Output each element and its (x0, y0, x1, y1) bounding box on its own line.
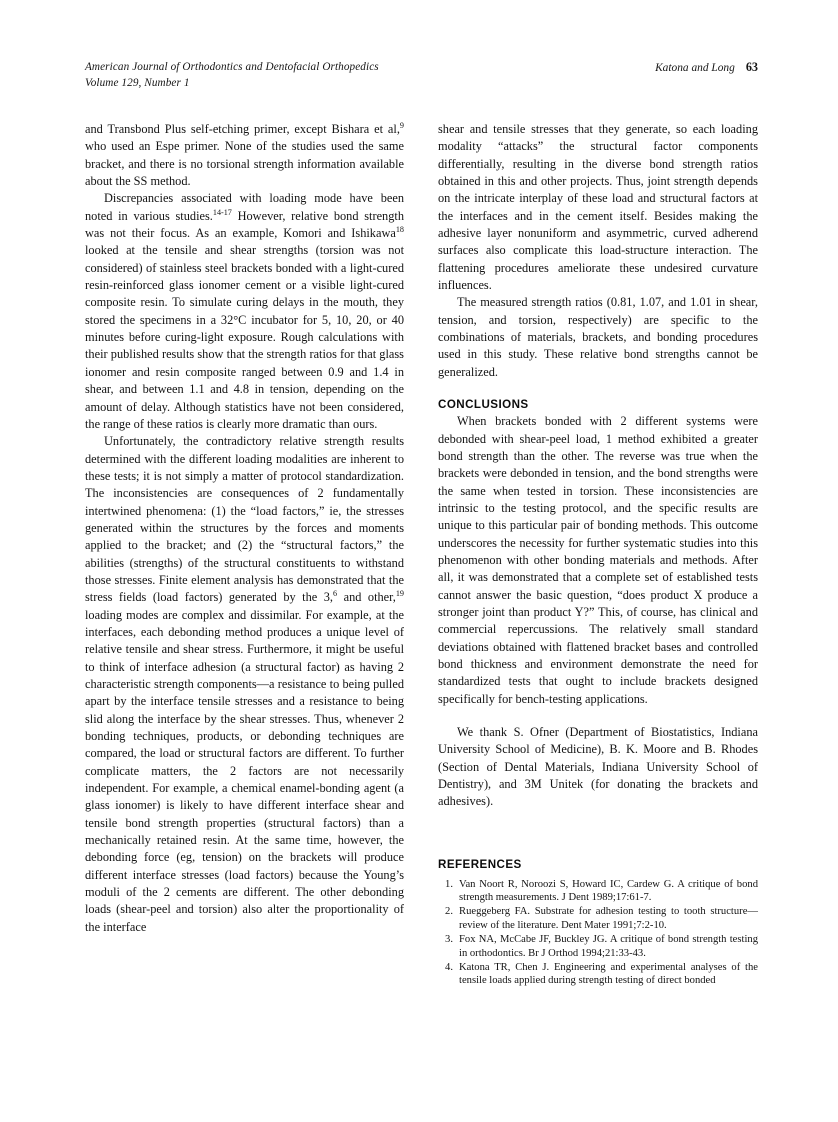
reference-item: Fox NA, McCabe JF, Buckley JG. A critique of bond strength testing in orthodontics. Br J Orthod 1994;21:33-43. (459, 934, 758, 959)
body-columns (85, 121, 758, 1051)
reference-item: Van Noort R, Noroozi S, Howard IC, Cardew G. A critique of bond strength measurements. J Dent 1989;17:61-7. (459, 878, 758, 904)
left-column (85, 121, 404, 1051)
conclusions-heading: CONCLUSIONS (438, 398, 529, 412)
references-spacer (438, 811, 758, 838)
para-discrepancies: Discrepancies associated with loading mode have been noted in various studies.$^{14-17}$ However, relative bond strength was not their focus. As an example, Komori and Ishikawa$^{18}$ looked at the tensile and shear strengths (torsion was not considered) of stainless steel brackets bonded with a light-cured resin-reinforced glass ionomer cement or a visible light-cured composite resin. To simulate curing delays in the mouth, they stored the specimens in a 32°C incubator for 5, 10, 20, or 40 minutes before curing-light exposure. Rough calculations with their published results show that the strength ratios for that glass ionomer and resin composite ranged between 0.9 and 1.4 in shear, and between 1.1 and 4.8 in tension, depending on the amount of delay. Although statistics have not been considered, the range of these ratios is clearly more dramatic than ours. (85, 191, 405, 431)
reference-list (438, 878, 758, 988)
running-head-authors: Katona and Long (655, 62, 735, 74)
citation-superscript: 9 (399, 120, 404, 130)
para-acknowledgment: We thank S. Ofner (Department of Biostatistics, Indiana University School of Medicine), B. K. Moore and B. Rhodes (Section of Dental Materials, Indiana University School of Dentistry), and 3M Unitek (for donating the brackets and adhesives). (438, 725, 758, 809)
running-head (85, 60, 758, 91)
conclusions-paragraphs (438, 413, 758, 708)
page-number: 63 (745, 60, 758, 74)
citation-superscript: 19 (395, 589, 404, 599)
reference-item: Katona TR, Chen J. Engineering and experimental analyses of the tensile loads applied during strength testing of direct bonded (459, 961, 758, 987)
citation-superscript: 18 (395, 224, 404, 234)
acknowledgment-spacer (438, 708, 758, 724)
references-heading: REFERENCES (438, 857, 522, 871)
reference-item: Rueggeberg FA. Substrate for adhesion testing to tooth structure—review of the literature. Dent Mater 1991;7:2-10. (459, 906, 758, 931)
citation-superscript: 14-17 (212, 207, 232, 217)
para-transbond: and Transbond Plus self-etching primer, except Bishara et al,$^9$ who used an Espe primer. None of the studies used the same bracket, and there is no torsional strength information available about the SS method. (85, 120, 404, 189)
para-unfortunately: Unfortunately, the contradictory relative strength results determined with the different loading modalities are inherent to these tests; it is not simply a matter of protocol standardization. The inconsistencies are consequences of 2 fundamentally intertwined phenomena: (1) the “load factors,” ie, the stresses generated within the structures by the forces and moments applied to the bracket; and (2) the “structural factors,” the abilities (strengths) of the structural constituents to withstand those stresses. Finite element analysis has demonstrated that the stress fields (load factors) generated by the 3,$^6$ and other,$^{19}$ loading modes are complex and dissimilar. For example, at the interfaces, each debonding method produces a unique level of relative tensile and shear stress. Furthermore, it might be useful to think of interface adhesion (a structural factor) as having 2 characteristic strength components—a resistance to being pulled apart by the interface tensile stresses and a resistance to being slid along the interface by the shear stresses. Thus, whenever 2 bonding techniques, products, or debonding techniques are compared, the load or structural factors are different. To further complicate matters, the 2 factors are not necessarily independent. For example, a chemical enamel-bonding agent (a glass ionomer) is likely to have different interface shear and tensile bond strength properties (structural factors) than a mechanically retained resin. At the same time, however, the debonding force (eg, tension) on the brackets will produce different interface stresses (load factors) because the Young’s moduli of the 2 cements are different. The other debonding loads (shear-peel and torsion) also alter the proportionality of the interface (85, 434, 404, 934)
para-conclusions: When brackets bonded with 2 different systems were debonded with shear-peel load, 1 method exhibited a greater bond strength than the other. The reverse was true when the brackets were debonded in tension, and the bond strengths were the same when tested in torsion. These inconsistencies are intrinsic to the testing protocol, and the specific results are unique to this particular pair of bonding methods. This outcome underscores the necessity for further systematic studies into this phenomenon with other bonding materials and methods. After all, it was demonstrated that a complete set of established tests cannot answer the basic question, “does product X produce a stronger joint than product Y?” This, of course, has clinical and commercial repercussions. The relatively small standard deviations obtained with flattened bracket bases and controlled bond thickness and environment demonstrate the need for standardized tests that ought to include brackets designed specifically for bench-testing applications. (438, 414, 758, 706)
citation-superscript: 6 (333, 589, 338, 599)
running-head-journal (85, 60, 379, 91)
acknowledgment-paragraphs (438, 724, 758, 811)
para-shear-tensile: shear and tensile stresses that they generate, so each loading modality “attacks” the structural factor components differentially, resulting in the diverse bond strength ratios obtained in this and other projects. Thus, joint strength depends on the intricate interplay of these load and structural factors at the interfaces and in the cement itself. Besides making the adhesive layer nonuniform and asymmetric, curved adherend surfaces also complicate this load-structure interaction. The flattening procedures ameliorate these undesired curvature influences. (438, 122, 758, 293)
para-measured-ratios: The measured strength ratios (0.81, 1.07, and 1.01 in shear, tension, and torsion, respectively) are specific to the combinations of materials, brackets, and bonding procedures used in this study. These relative bond strengths cannot be generalized. (438, 295, 758, 379)
journal-volume-line: Volume 129, Number 1 (85, 76, 190, 89)
running-head-authors-page (655, 60, 758, 77)
right-column (438, 121, 758, 1051)
journal-title-line: American Journal of Orthodontics and Dentofacial Orthopedics (85, 61, 379, 73)
right-column-intro-paragraphs (438, 121, 758, 381)
left-column-paragraphs (85, 121, 404, 936)
